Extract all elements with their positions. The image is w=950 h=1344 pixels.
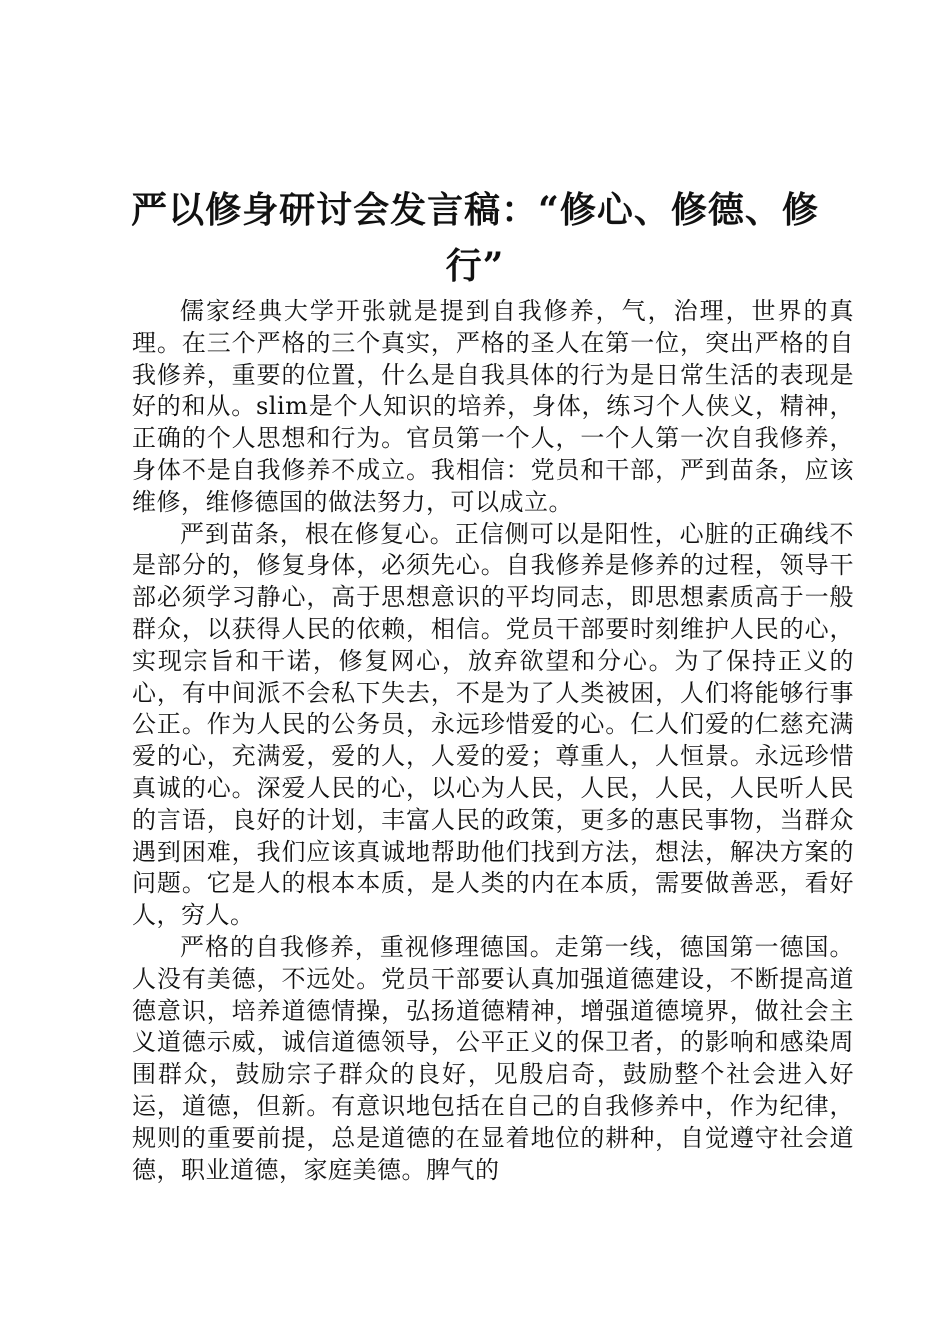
document-title: 严以修身研讨会发言稿：“修心、修德、修行” bbox=[131, 189, 819, 287]
paragraph-3: 严格的自我修养，重视修理德国。走第一线，德国第一德国。人没有美德，不远处。党员干部要认真加强道德建设，不断提高道德意识，培养道德情操，弘扬道德精神，增强道德境界，做社会主义道德示威，诚信道德领导，公平正义的保卫者，的影响和感染周围群众，鼓励宗子群众的良好，见殷启奇，鼓励整个社会进入好运，道德，但新。有意识地包括在自己的自我修养中，作为纪律，规则的重要前提，总是道德的在显着地位的耕种，自觉遵守社会道德，职业道德，家庭美德。脾气的 bbox=[132, 932, 854, 1184]
paragraph-1: 儒家经典大学开张就是提到自我修养，气，治理，世界的真理。在三个严格的三个真实，严格的圣人在第一位，突出严格的自我修养，重要的位置，什么是自我具体的行为是日常生活的表现是好的和从。slim是个人知识的培养，身体，练习个人侠义，精神，正确的个人思想和行为。官员第一个人，一个人第一次自我修养，身体不是自我修养不成立。我相信：党员和干部，严到苗条，应该维修，维修德国的做法努力，可以成立。 bbox=[132, 297, 854, 516]
document-body bbox=[132, 296, 854, 1186]
paragraph-2: 严到苗条，根在修复心。正信侧可以是阳性，心脏的正确线不是部分的，修复身体，必须先心。自我修养是修养的过程，领导干部必须学习静心，高于思想意识的平均同志，即思想素质高于一般群众，以获得人民的依赖，相信。党员干部要时刻维护人民的心，实现宗旨和干诺，修复网心，放弃欲望和分心。为了保持正义的心，有中间派不会私下失去，不是为了人类被困，人们将能够行事公正。作为人民的公务员，永远珍惜爱的心。仁人们爱的仁慈充满爱的心，充满爱，爱的人，人爱的爱；尊重人，人恒景。永远珍惜真诚的心。深爱人民的心，以心为人民，人民，人民，人民听人民的言语，良好的计划，丰富人民的政策，更多的惠民事物，当群众遇到困难，我们应该真诚地帮助他们找到方法，想法，解决方案的问题。它是人的根本本质，是人类的内在本质，需要做善恶，看好人，穷人。 bbox=[132, 519, 854, 930]
